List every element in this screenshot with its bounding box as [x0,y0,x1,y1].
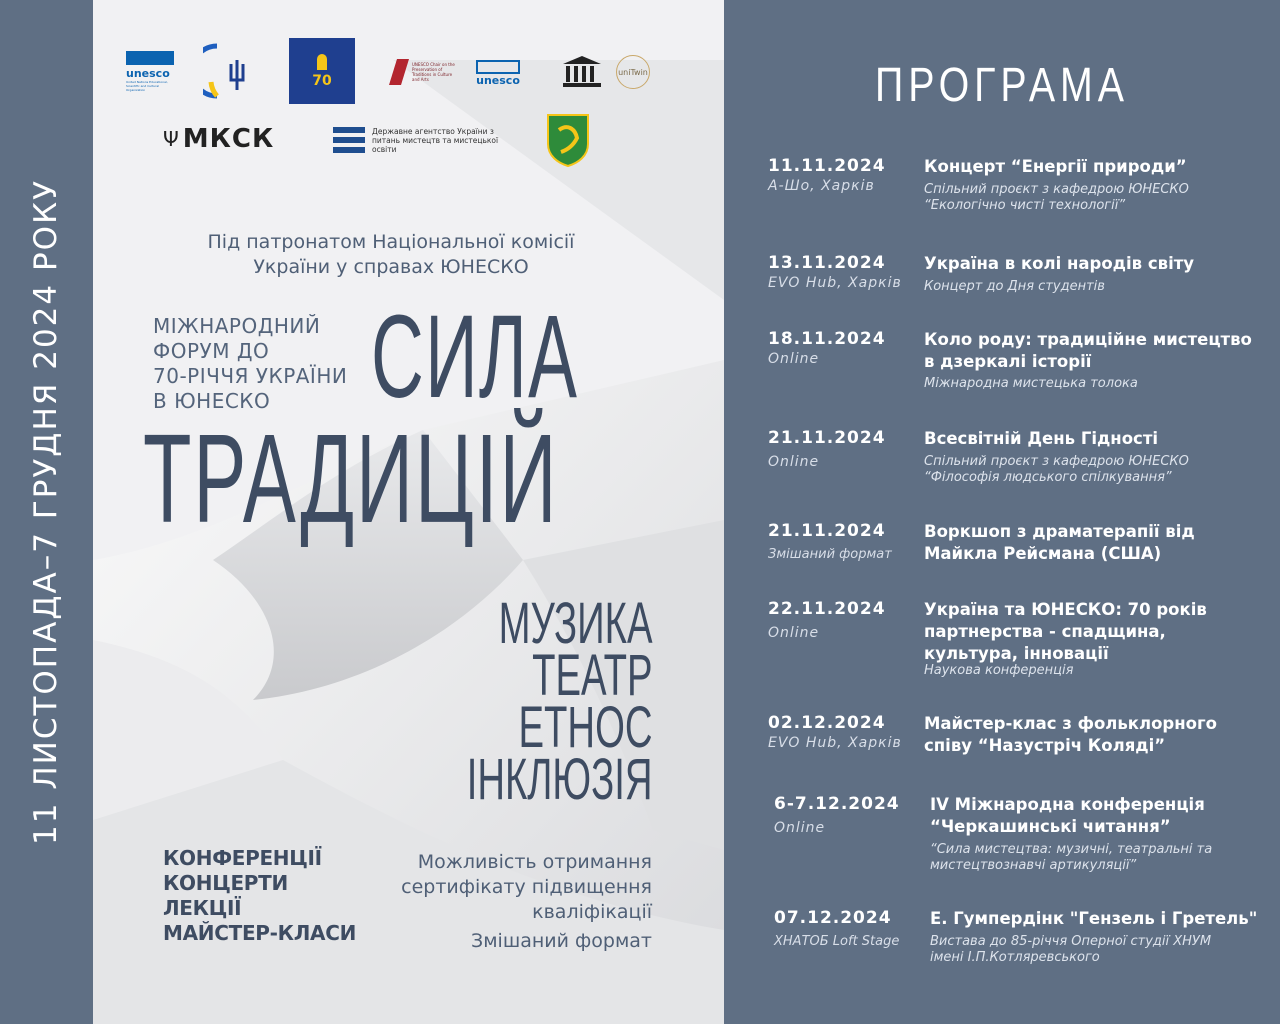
genre-item: ЕТНОС [518,695,652,760]
mixed-format-label: Змішаний формат [471,930,652,952]
event-place: А-Шо, Харків [768,178,875,194]
event-description: Наукова конференція [924,663,1074,678]
event-title: Україна та ЮНЕСКО: 70 років партнерства - спадщина, культура, інновації [924,600,1207,663]
patronage-line: Під патронатом Національної комісії [207,231,575,253]
unesco-temple-logo [561,54,603,90]
ua70-logo-text: 70 [312,72,332,89]
event-place: Online [768,625,820,641]
event-date: 18.11.2024 [768,329,886,349]
event-title: Всесвітній День Гідності [924,429,1159,448]
ukraine-commission-logo [203,42,259,100]
ukraine-trident-icon [203,42,259,100]
event-place: Online [774,820,826,836]
certificate-line: кваліфікації [532,901,652,923]
event-title: Е. Гумпердінк "Гензель і Гретель" [930,909,1258,928]
event-place: EVO Hub, Харків [768,735,902,751]
agency-text: Державне агентство України з питань мистецтв та мистецької освіти [372,126,499,154]
program-panel [724,0,1280,1024]
event-description: Спільний проєкт з кафедрою ЮНЕСКО “Екологічно чисті технології” [924,182,1189,213]
event-date: 21.11.2024 [768,521,886,541]
agency-icon [331,123,367,157]
poster [93,0,724,1024]
event-description: Концерт до Дня студентів [924,279,1105,294]
event-description: Міжнародна мистецька толока [924,376,1138,391]
event-title: IV Міжнародна конференція “Черкашинські читання” [930,795,1205,836]
mksk-text: МКСК [182,124,275,154]
certificate-line: Можливість отримання [417,851,652,873]
format-item: ЛЕКЦІЇ [163,896,242,920]
format-item: КОНФЕРЕНЦІЇ [163,846,322,870]
mksk-logo [163,122,287,156]
certificate-line: сертифікату підвищення [401,876,652,898]
kharkiv-emblem [545,112,591,168]
event-date: 02.12.2024 [768,713,886,733]
unesco-logo [126,46,178,96]
coat-of-arms-icon [545,112,591,168]
event-formats-list [163,846,356,946]
forum-line: 70-РІЧЧЯ УКРАЇНИ [153,364,348,388]
event-description: Вистава до 85-річчя Оперної студії ХНУМ імені І.П.Котляревського [930,934,1212,965]
event-place: Online [768,351,820,367]
event-place: Змішаний формат [768,547,892,562]
event-date: 22.11.2024 [768,599,886,619]
patronage-text [93,230,689,280]
unesco-logo-text: unesco [126,66,170,80]
program-title: ПРОГРАМА [875,59,1129,112]
event-description: “Сила мистецтва: музичні, театральні та мистецтвознавчі артикуляції” [930,842,1213,873]
chair-preservation-logo [389,56,459,88]
unitwin-logo [611,54,655,90]
unitwin-text: uniTwin [616,55,650,89]
partner-logos [93,0,724,190]
event-title: Майстер-клас з фольклорного співу “Назустріч Коляді” [924,714,1217,755]
genre-item: ІНКЛЮЗІЯ [466,747,652,812]
unesco-logo-subtitle: United Nations Educational, Scientific and Cultural Organization [126,79,168,92]
event-place: ХНАТОБ Loft Stage [774,934,900,949]
main-title-line2: ТРАДИЦІЙ [143,408,559,549]
event-date: 11.11.2024 [768,156,886,176]
event-date: 21.11.2024 [768,428,886,448]
forum-line: В ЮНЕСКО [153,389,271,413]
event-place: Online [768,454,820,470]
unesco-chair-text: unesco [476,73,520,87]
forum-subtitle [153,314,373,414]
event-place: EVO Hub, Харків [768,275,902,291]
event-date-range: 11 ЛИСТОПАДА–7 ГРУДНЯ 2024 РОКУ [28,179,64,845]
patronage-line: України у справах ЮНЕСКО [253,256,529,278]
event-date: 07.12.2024 [774,908,892,928]
event-title: Україна в колі народів світу [924,254,1195,273]
event-title: Концерт “Енергії природи” [924,157,1187,176]
genre-item: ТЕАТР [531,643,652,708]
format-item: МАЙСТЕР-КЛАСИ [163,921,357,945]
forum-line: ФОРУМ ДО [153,339,270,363]
genre-item: МУЗИКА [498,591,652,656]
ua70-unesco-logo [289,38,355,104]
temple-icon [561,54,603,90]
event-date: 6-7.12.2024 [774,794,900,814]
unesco-chair-logo [473,56,523,90]
state-arts-agency-logo [331,122,511,158]
genres-list [371,591,652,812]
side-strip [0,0,93,1024]
format-item: КОНЦЕРТИ [163,871,288,895]
forum-line: МІЖНАРОДНИЙ [153,314,321,338]
certificate-info [401,850,652,954]
event-description: Спільний проєкт з кафедрою ЮНЕСКО “Філософія людського спілкування” [924,454,1189,485]
chair-logo-text: UNESCO Chair on the Preservation of Traditions in Culture and Arts [412,62,455,82]
event-title: Коло роду: традиційне мистецтво в дзеркалі історії [924,330,1252,371]
trident-icon: Ψ [163,127,179,151]
event-date: 13.11.2024 [768,253,886,273]
main-title-line1: СИЛА [371,291,579,423]
event-title: Воркшоп з драматерапії від Майкла Рейсмана (США) [924,522,1195,563]
